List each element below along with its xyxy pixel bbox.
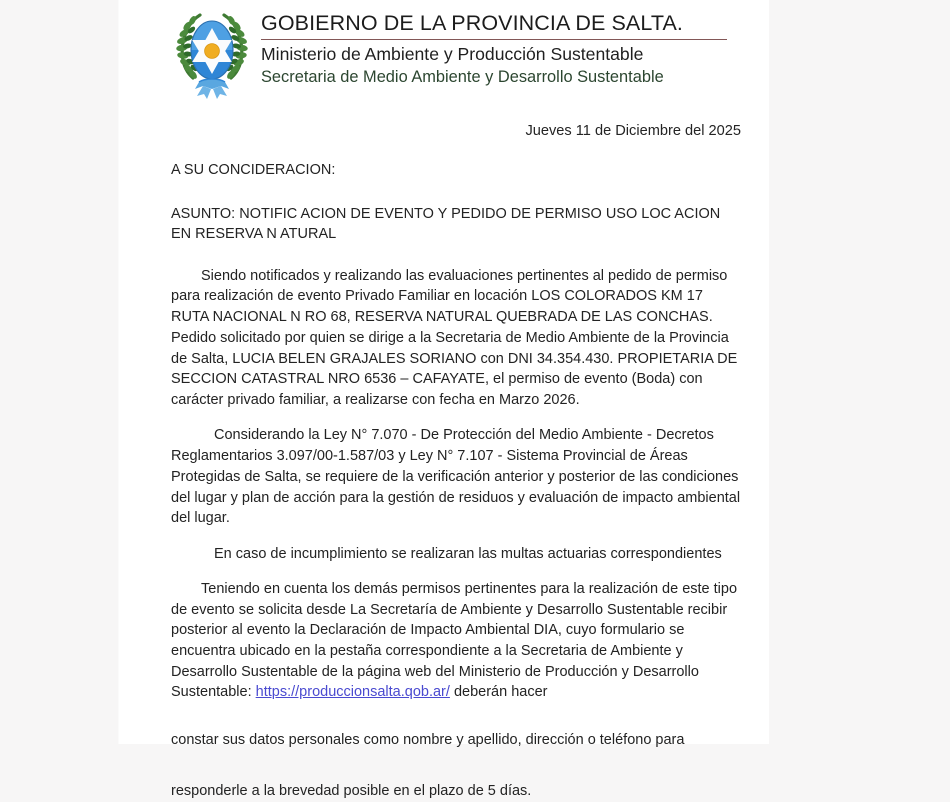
paragraph-4-text-after-link: deberán hacer — [449, 684, 548, 701]
paragraph-2-text: Considerando la Ley N° 7.070 - De Protección del Medio Ambiente - Decretos Reglamentarios 3.097/00-1.587/03 y Ley N° 7.107 - Sistema Provincial de Áreas Protegidas de Salta, se requiere de la verificación anterior y posterior de las condiciones del lugar y plan de acción para la gestión de residuos y evaluación de impacto ambiental del lugar. — [171, 427, 741, 527]
paragraph-1 — [171, 266, 743, 411]
salta-coat-of-arms-icon — [171, 6, 253, 106]
closing-line-1: constar sus datos personales como nombre y apellido, dirección o teléfono para — [171, 732, 685, 749]
salutation: A SU CONCIDERACION: — [171, 162, 336, 178]
letterhead — [119, 0, 769, 106]
closing-line-2: responderle a la brevedad posible en el plazo de 5 días. — [171, 782, 532, 799]
document-date: Jueves 11 de Diciembre del 2025 — [525, 123, 741, 139]
paragraph-4 — [171, 579, 743, 703]
letterhead-divider — [261, 39, 727, 40]
government-title: GOBIERNO DE LA PROVINCIA DE SALTA. — [261, 11, 683, 35]
document-body — [119, 161, 769, 802]
ministry-title: Ministerio de Ambiente y Producción Sustentable — [261, 44, 644, 65]
secretariat-title: Secretaria de Medio Ambiente y Desarrollo Sustentable — [261, 68, 664, 87]
subject-line: ASUNTO: NOTIFIC ACION DE EVENTO Y PEDIDO DE PERMISO USO LOC ACION EN RESERVA N ATURAL — [171, 205, 721, 243]
document-page — [119, 0, 769, 799]
paragraph-1-text: Siendo notificados y realizando las evaluaciones pertinentes al pedido de permiso para realización de evento Privado Familiar en locación LOS COLORADOS KM 17 RUTA NACIONAL N RO 68, RESERVA NATURAL QUEBRADA DE LAS CONCHAS. Pedido solicitado por quien se dirige a la Secretaria de Medio Ambiente de la Provincia de Salta, LUCIA BELEN GRAJALES SORIANO con DNI 34.354.430. PROPIETARIA DE SECCION CATASTRAL NRO 6536 – CAFAYATE, el permiso de evento (Boda) con carácter privado familiar, a realizarse con fecha en Marzo 2026. — [171, 267, 738, 409]
paragraph-2 — [171, 425, 743, 529]
paragraph-3-text: En caso de incumplimiento se realizaran las multas actuarias correspondientes — [214, 545, 722, 562]
letterhead-text — [253, 6, 769, 88]
paragraph-3 — [171, 544, 743, 565]
produccionsalta-link[interactable]: https://produccionsalta.qob.ar/ — [255, 684, 450, 701]
paragraph-4-text-before-link: Teniendo en cuenta los demás permisos pertinentes para la realización de este tipo de evento se solicita desde La Secretaría de Ambiente y Desarrollo Sustentable recibir posterior al evento la Declaración de Impacto Ambiental DIA, cuyo formulario se encuentra ubicado en la pestaña correspondiente a la Secretaria de Ambiente y Desarrollo Sustentable de la página web del Ministerio de Producción y Desarrollo Sustentable: — [171, 580, 738, 701]
closing-block — [171, 730, 743, 801]
